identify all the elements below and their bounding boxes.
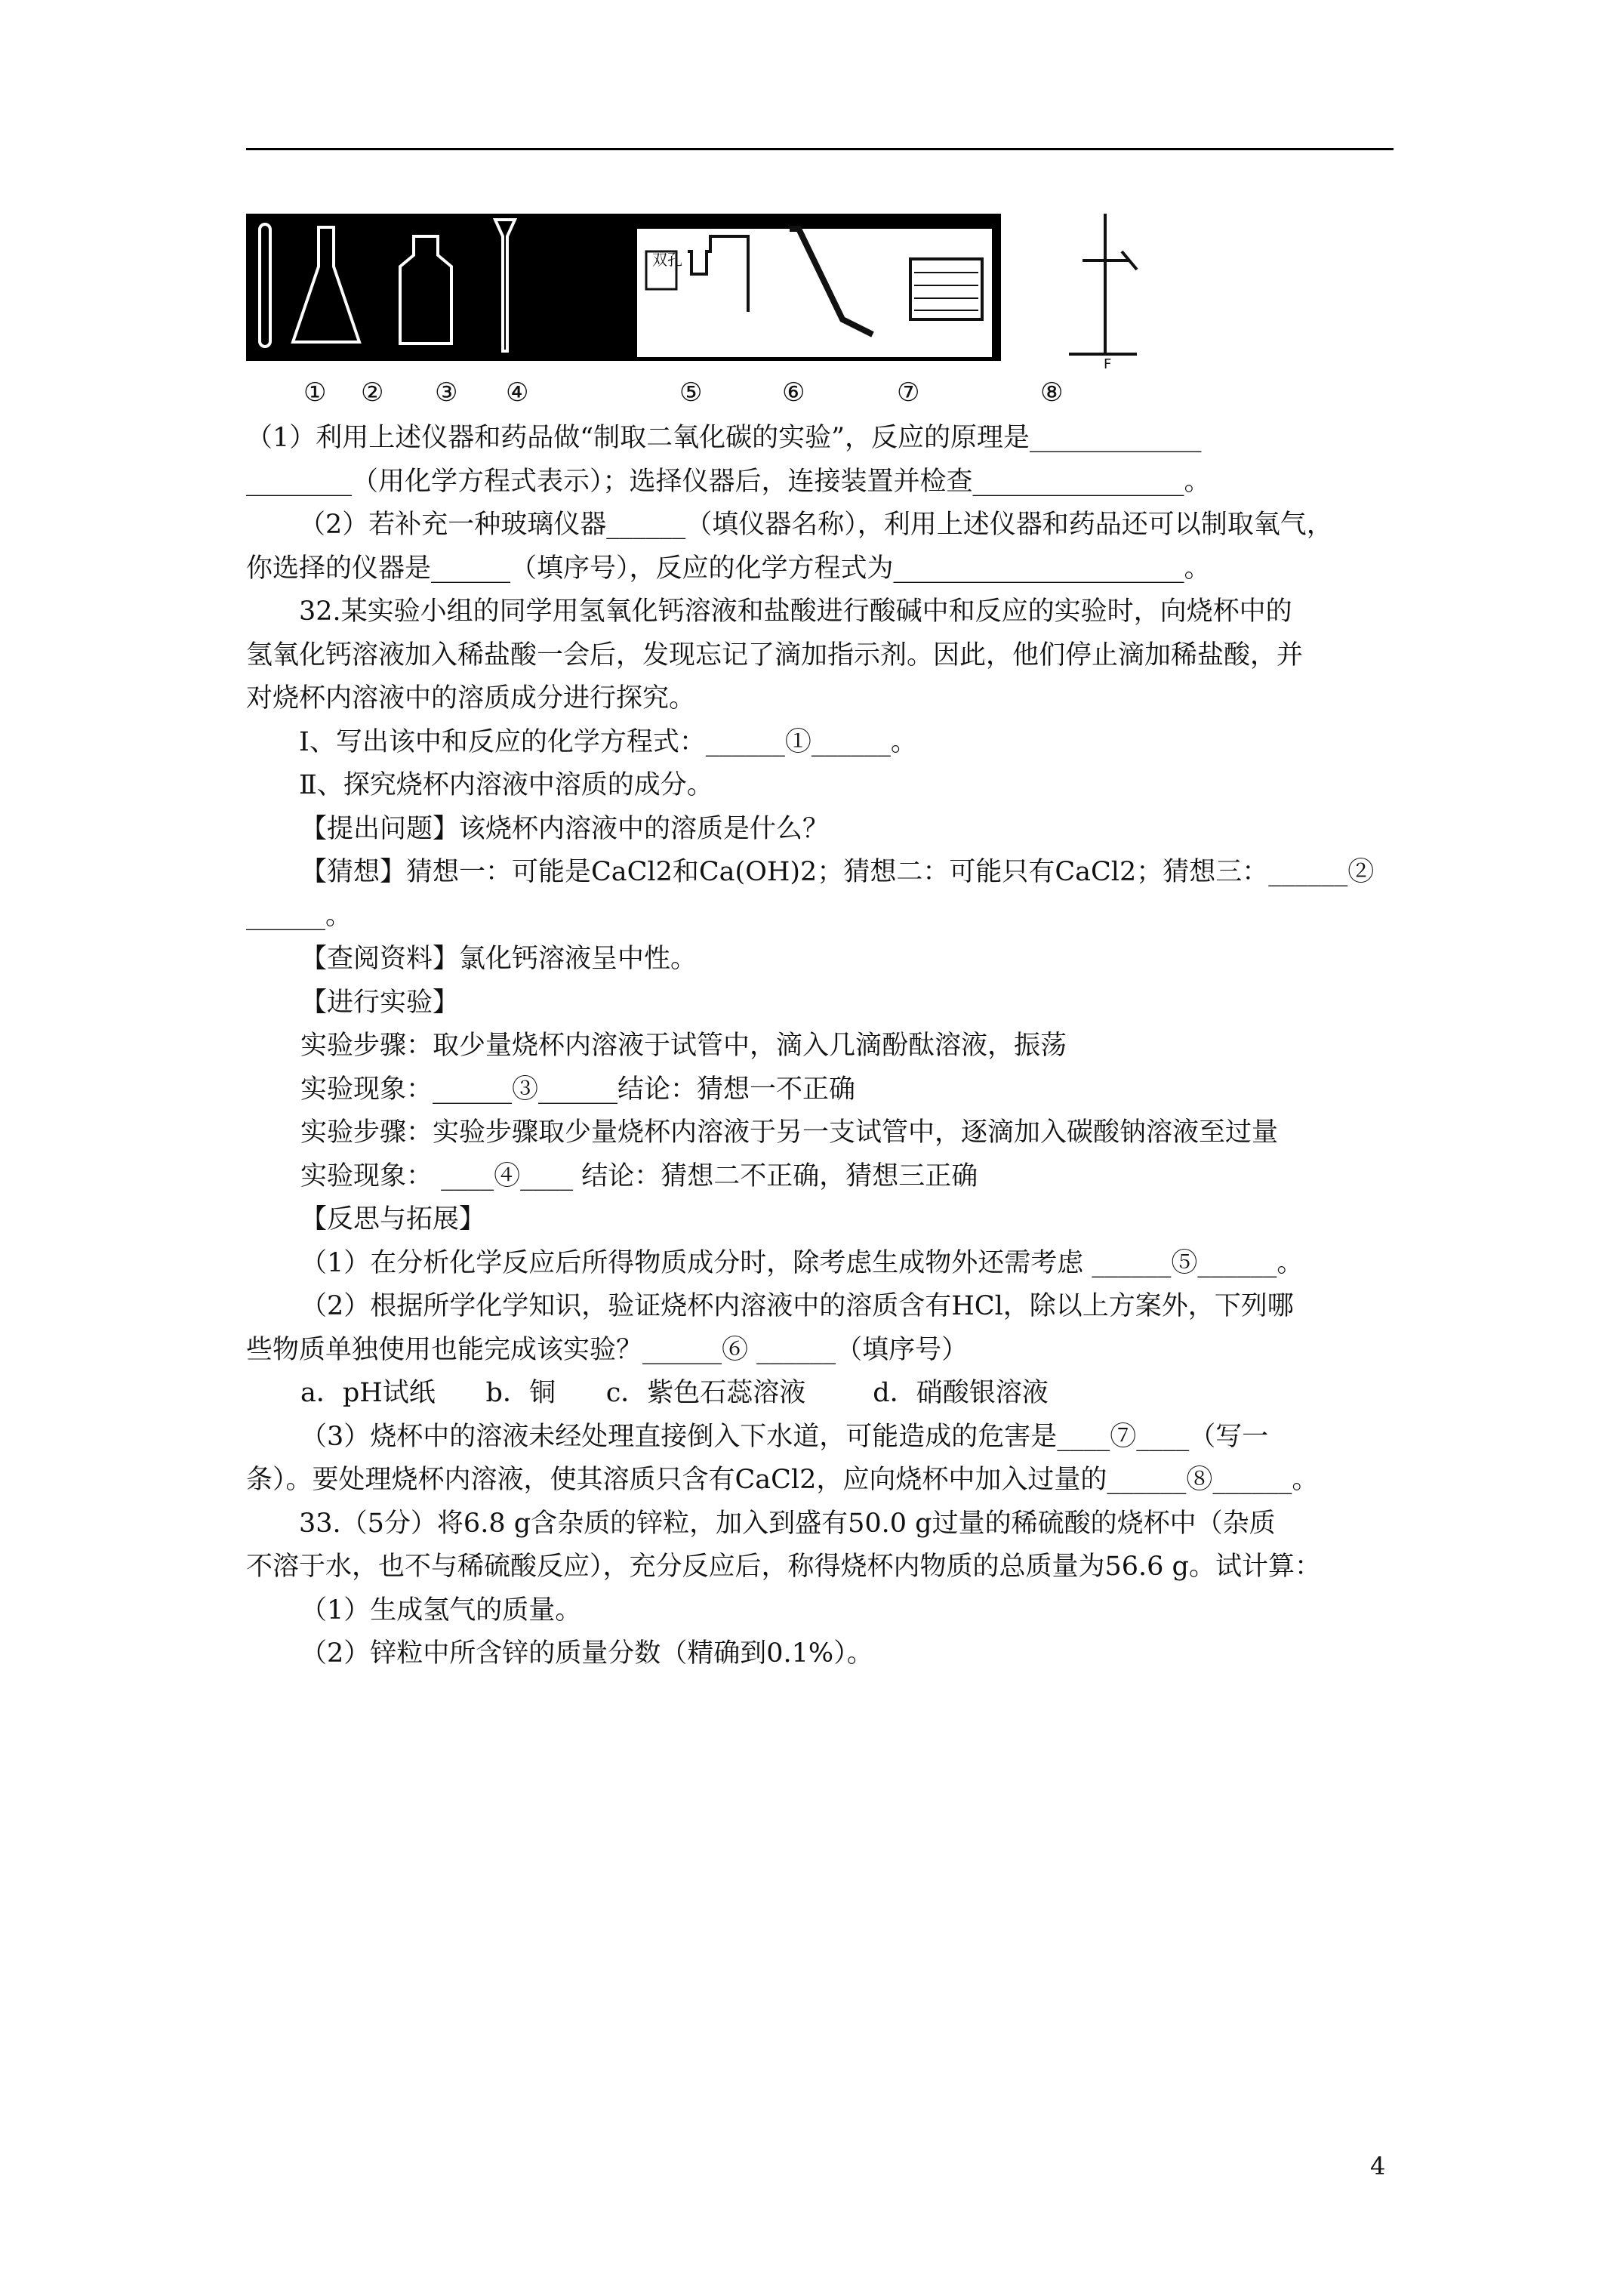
figure-label-7: ⑦ xyxy=(897,378,920,408)
text-line: 实验步骤：实验步骤取少量烧杯内溶液于另一支试管中，逐滴加入碳酸钠溶液至过量 xyxy=(300,1117,1279,1148)
gas-bottle-icon xyxy=(400,236,451,344)
two-hole-text: 双孔 xyxy=(652,251,682,269)
text-line: （2）锌粒中所含锌的质量分数（精确到0.1%）。 xyxy=(300,1638,873,1669)
text-line: 【提出问题】该烧杯内溶液中的溶质是什么？ xyxy=(300,813,830,844)
text-line: 【查阅资料】氯化钙溶液呈中性。 xyxy=(300,944,698,974)
text-line: 你选择的仪器是______（填序号），反应的化学方程式为______________________。 xyxy=(246,553,1211,584)
long-funnel-icon xyxy=(495,220,515,351)
text-line: 【猜想】猜想一：可能是CaCl2和Ca(OH)2；猜想二：可能只有CaCl2；猜想三：______② xyxy=(300,857,1375,887)
text-line: 实验现象：______③______结论：猜想一不正确 xyxy=(300,1074,856,1105)
apparatus-drawing xyxy=(246,214,1152,372)
figure-label-8: ⑧ xyxy=(1040,378,1064,408)
text-line: （2）根据所学化学知识，验证烧杯内溶液中的溶质含有HCl，除以上方案外，下列哪 xyxy=(300,1291,1294,1321)
header-rule xyxy=(246,148,1394,150)
figure-labels xyxy=(0,376,1623,409)
question-33-start: 33.（5分）将6.8 g含杂质的锌粒，加入到盛有50.0 g过量的稀硫酸的烧杯中（杂质 xyxy=(299,1508,1276,1539)
text-line: 【反思与拓展】 xyxy=(300,1204,486,1234)
text-line: 不溶于水，也不与稀硫酸反应），充分反应后，称得烧杯内物质的总质量为56.6 g。试计算： xyxy=(246,1552,1321,1582)
figure-label-6: ⑥ xyxy=(782,378,805,408)
text-line: 【进行实验】 xyxy=(300,987,460,1018)
text-line: 实验现象： ____④____ 结论：猜想二不正确，猜想三正确 xyxy=(300,1160,978,1191)
text-line: 实验步骤：取少量烧杯内溶液于试管中，滴入几滴酚酞溶液，振荡 xyxy=(300,1031,1067,1061)
figure-label-4: ④ xyxy=(506,378,529,408)
text-line: Ⅱ、探究烧杯内溶液中溶质的成分。 xyxy=(299,770,713,800)
text-line: Ⅰ、写出该中和反应的化学方程式：______①______。 xyxy=(299,726,917,757)
iron-stand-icon xyxy=(1069,214,1137,354)
figure-label-3: ③ xyxy=(435,378,458,408)
text-line: ______。 xyxy=(246,900,353,931)
test-tube-icon xyxy=(260,224,270,347)
figure-label-5: ⑤ xyxy=(679,378,703,408)
text-line: 对烧杯内溶液中的溶质成分进行探究。 xyxy=(246,683,696,713)
question-32-start: 32.某实验小组的同学用氢氧化钙溶液和盐酸进行酸碱中和反应的实验时，向烧杯中的 xyxy=(299,596,1292,627)
text-line: （1）在分析化学反应后所得物质成分时，除考虑生成物外还需考虑 ______⑤______。 xyxy=(300,1247,1304,1278)
apparatus-figure xyxy=(246,214,1152,372)
text-line: ________（用化学方程式表示）；选择仪器后，连接装置并检查________________。 xyxy=(246,466,1211,497)
figure-label-2: ② xyxy=(361,378,384,408)
document-body xyxy=(246,417,1394,1676)
text-line: （3）烧杯中的溶液未经处理直接倒入下水道，可能造成的危害是____⑦____（写一 xyxy=(300,1421,1269,1452)
text-line: 些物质单独使用也能完成该实验？______⑥ ______（填序号） xyxy=(246,1334,969,1365)
text-line: 条）。要处理烧杯内溶液，使其溶质只含有CaCl2，应向烧杯中加入过量的______⑧______。 xyxy=(246,1465,1319,1495)
figure-label-1: ① xyxy=(303,378,327,408)
stand-letter: F xyxy=(1104,356,1112,372)
page-number: 4 xyxy=(1370,2152,1386,2180)
text-line: a．pH试纸 b．铜 c．紫色石蕊溶液 d．硝酸银溶液 xyxy=(300,1378,1049,1408)
text-line: （1）生成氢气的质量。 xyxy=(300,1595,582,1626)
text-line: 氢氧化钙溶液加入稀盐酸一会后，发现忘记了滴加指示剂。因此，他们停止滴加稀盐酸，并 xyxy=(246,639,1304,670)
text-line: （1）利用上述仪器和药品做“制取二氧化碳的实验”，反应的原理是_____________ xyxy=(246,423,1202,453)
conical-flask-icon xyxy=(293,227,359,342)
text-line: （2）若补充一种玻璃仪器______（填仪器名称），利用上述仪器和药品还可以制取氧气， xyxy=(299,510,1333,540)
